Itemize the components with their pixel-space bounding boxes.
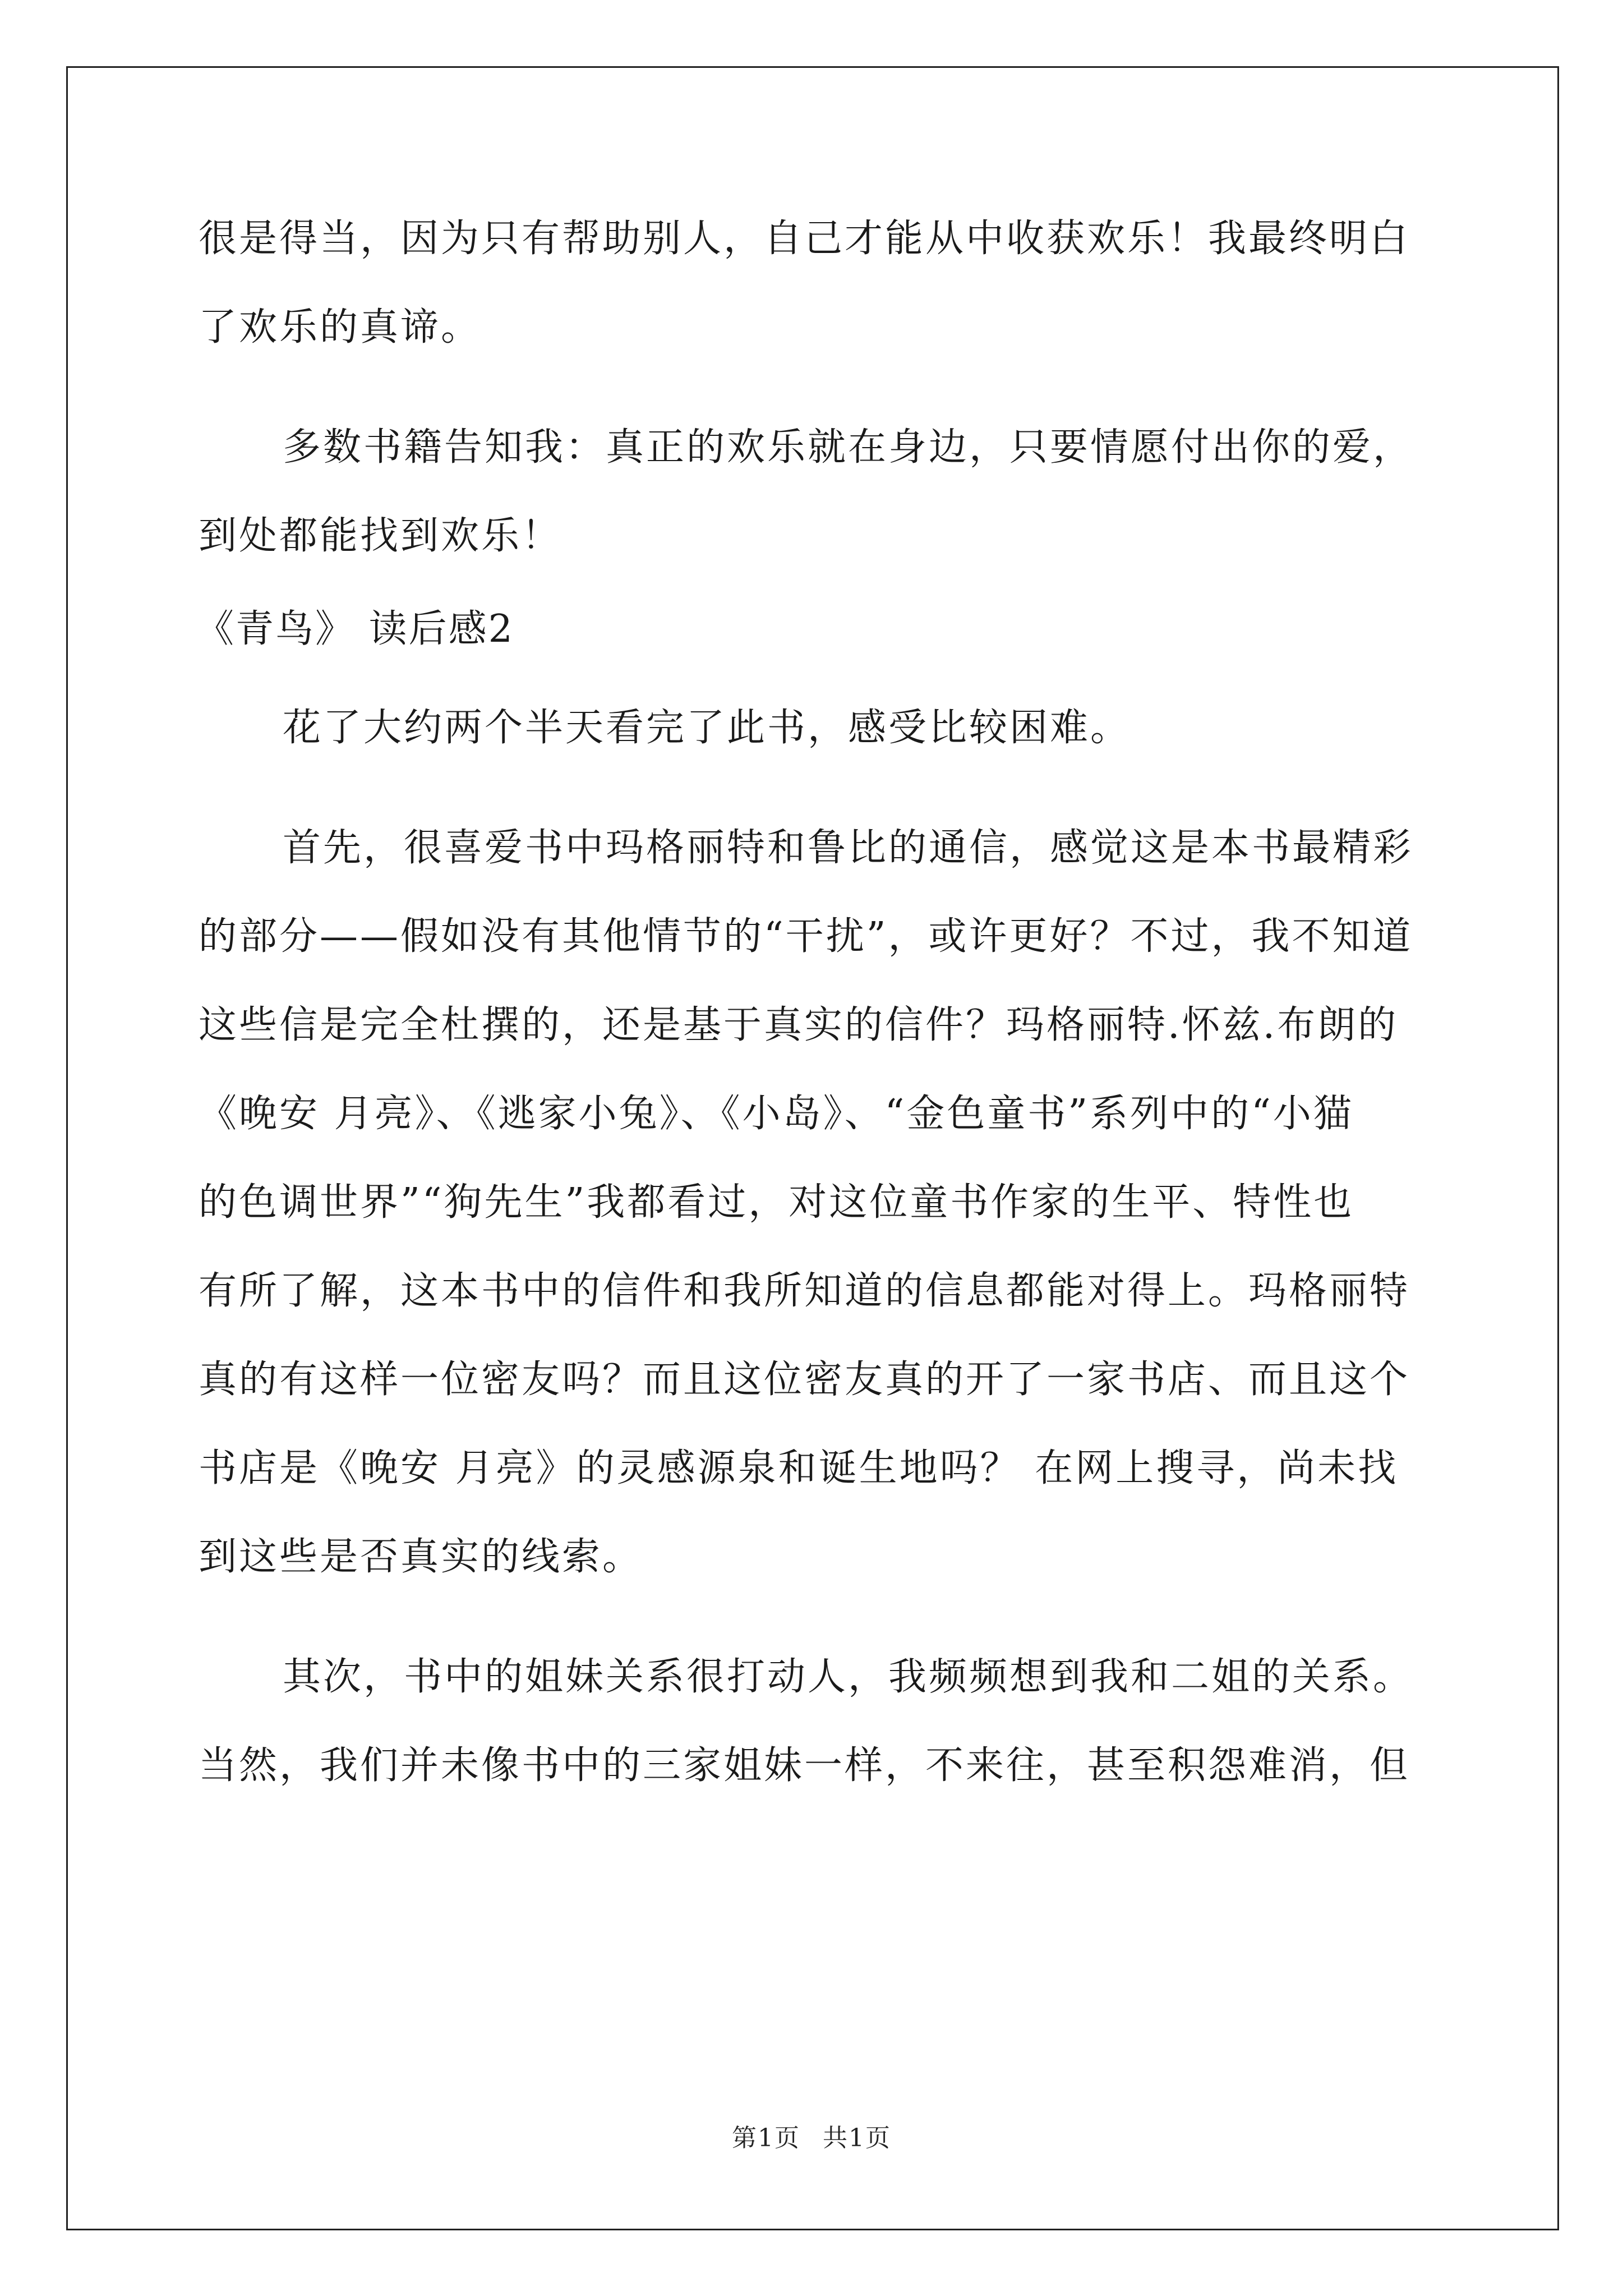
text-line: 的部分——假如没有其他情节的“干扰”，或许更好？不过，我不知道 bbox=[199, 914, 1413, 959]
paragraph bbox=[199, 421, 1427, 563]
page-footer bbox=[0, 2123, 1623, 2154]
text-line: 到这些是否真实的线索。 bbox=[199, 1535, 643, 1579]
text-line: 《晚安 月亮》、《逃家小兔》、《小岛》、“金色童书”系列中的“小猫 bbox=[199, 1092, 1354, 1136]
text-line: 到处都能找到欢乐！ bbox=[199, 514, 562, 558]
paragraph bbox=[199, 821, 1427, 1584]
text-line: 很是得当，因为只有帮助别人，自己才能从中收获欢乐！我最终明白 bbox=[199, 217, 1410, 261]
page-total: 共1页 bbox=[823, 2124, 891, 2152]
text-line: 当然，我们并未像书中的三家姐妹一样，不来往，甚至积怨难消，但 bbox=[199, 1743, 1410, 1788]
paragraph bbox=[199, 212, 1427, 355]
text-line: 真的有这样一位密友吗？而且这位密友真的开了一家书店、而且这个 bbox=[199, 1358, 1410, 1402]
text-line: 花了大约两个半天看完了此书，感受比较困难。 bbox=[283, 706, 1131, 750]
text-line: 这些信是完全杜撰的，还是基于真实的信件？玛格丽特.怀兹.布朗的 bbox=[199, 1003, 1399, 1047]
text-line: 多数书籍告知我：真正的欢乐就在身边，只要情愿付出你的爱， bbox=[283, 425, 1414, 470]
paragraph bbox=[199, 701, 1427, 755]
document-body bbox=[196, 212, 1427, 1793]
page-number: 第1页 bbox=[732, 2124, 800, 2152]
text-line: 有所了解，这本书中的信件和我所知道的信息都能对得上。玛格丽特 bbox=[199, 1269, 1410, 1313]
text-line: 了欢乐的真谛。 bbox=[199, 305, 482, 349]
section-heading: 《青鸟》 读后感2 bbox=[196, 607, 514, 651]
text-line: 首先，很喜爱书中玛格丽特和鲁比的通信，感觉这是本书最精彩 bbox=[283, 826, 1414, 870]
text-line: 书店是《晚安 月亮》的灵感源泉和诞生地吗？ 在网上搜寻，尚未找 bbox=[199, 1446, 1399, 1490]
text-line: 其次，书中的姐妹关系很打动人，我频频想到我和二姐的关系。 bbox=[283, 1655, 1414, 1699]
text-line: 的色调世界”“狗先生”我都看过，对这位童书作家的生平、特性也 bbox=[199, 1180, 1354, 1225]
paragraph bbox=[199, 1650, 1427, 1793]
